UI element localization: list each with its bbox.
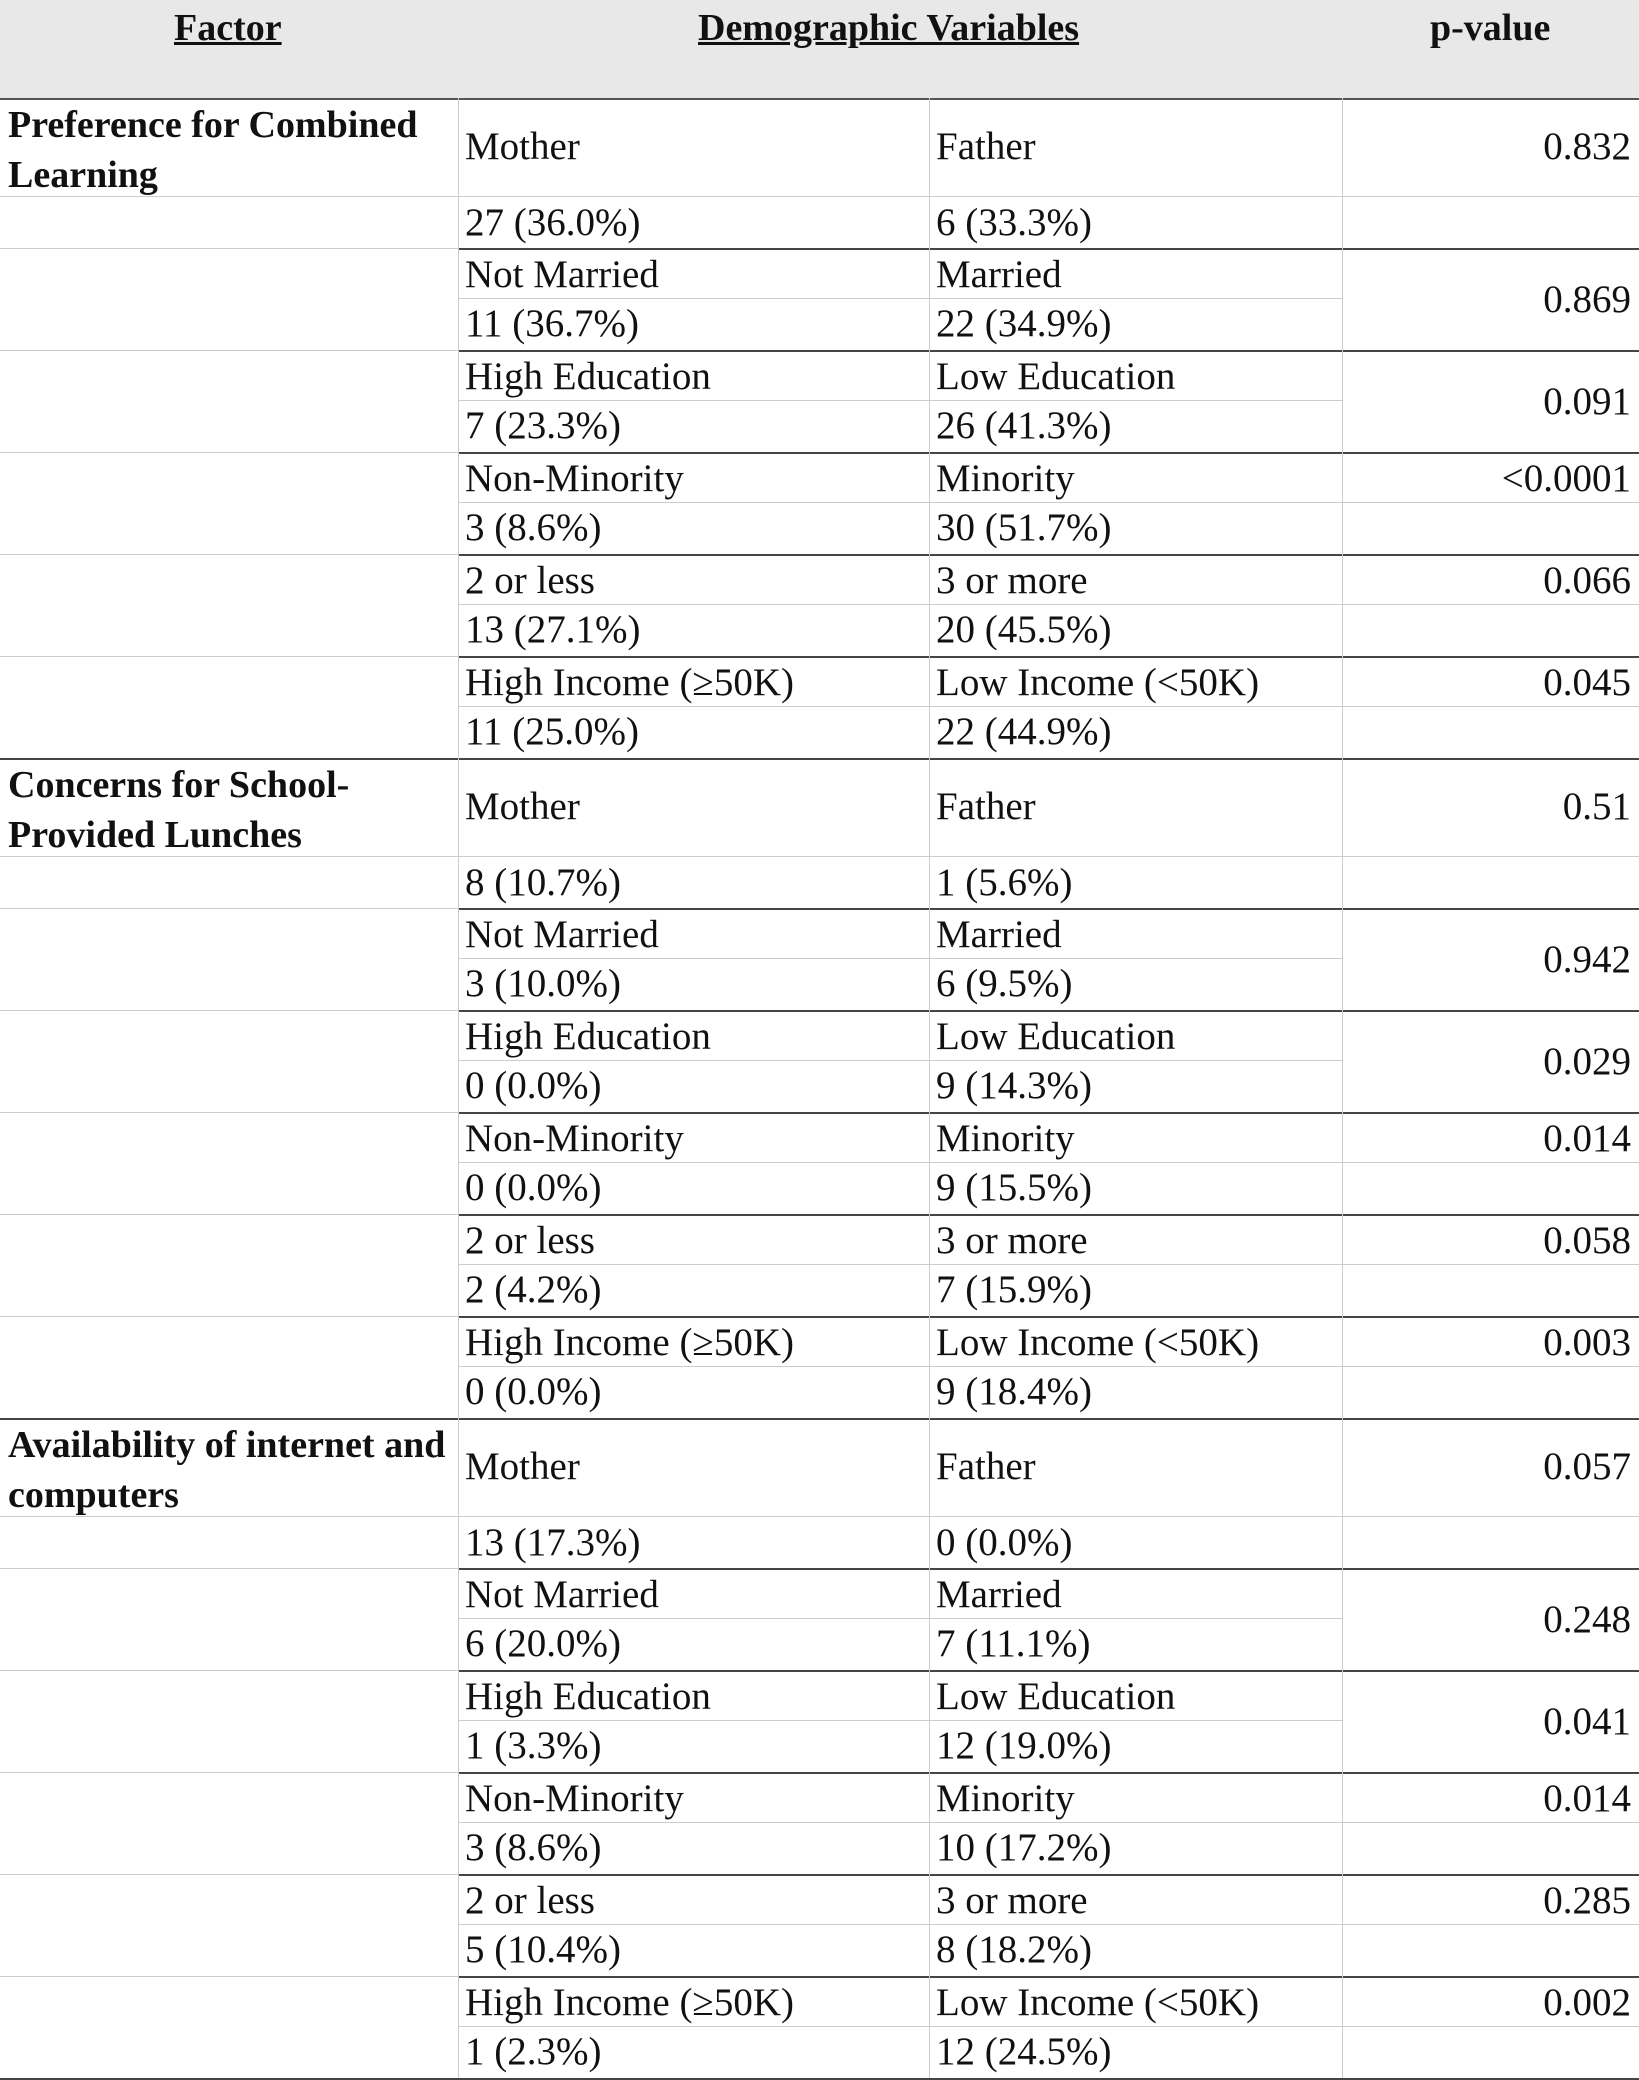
p-value: 0.832: [1543, 125, 1631, 168]
column-divider: [1342, 248, 1343, 350]
column-divider: [458, 1316, 459, 1418]
demographic-label-a: Non-Minority: [465, 1117, 684, 1160]
column-divider: [1342, 758, 1343, 908]
demographic-label-b: Low Income (<50K): [936, 1321, 1260, 1364]
column-divider: [929, 1010, 930, 1112]
p-value: 0.091: [1543, 380, 1631, 423]
column-divider: [458, 1568, 459, 1670]
column-divider: [458, 1010, 459, 1112]
row-divider: [0, 856, 458, 857]
table-header: [0, 0, 1639, 100]
demographic-value-a: 11 (36.7%): [465, 302, 640, 345]
row-divider: [0, 1010, 458, 1011]
row-divider: [1342, 1162, 1639, 1163]
row-divider: [458, 706, 1342, 707]
p-value: 0.057: [1543, 1445, 1631, 1488]
demographic-value-b: 22 (44.9%): [936, 710, 1112, 753]
demographic-label-a: Not Married: [465, 913, 659, 956]
row-divider: [458, 298, 1342, 299]
demographic-label-b: Minority: [936, 1117, 1075, 1160]
demographic-value-a: 0 (0.0%): [465, 1064, 602, 1107]
column-divider: [1342, 1976, 1343, 2078]
column-divider: [1342, 908, 1343, 1010]
column-divider: [1342, 452, 1343, 554]
demographic-value-b: 9 (15.5%): [936, 1166, 1092, 1209]
column-divider: [458, 1772, 459, 1874]
demographic-value-a: 5 (10.4%): [465, 1928, 621, 1971]
header-factor: Factor: [174, 7, 282, 49]
row-divider: [0, 908, 458, 909]
demographic-label-a: Mother: [465, 1445, 580, 1488]
row-divider: [1342, 1264, 1639, 1265]
row-divider: [1342, 1822, 1639, 1823]
demographic-value-b: 6 (33.3%): [936, 201, 1092, 244]
demographic-label-a: Non-Minority: [465, 1777, 684, 1820]
p-value: 0.045: [1543, 661, 1631, 704]
p-value: 0.029: [1543, 1040, 1631, 1083]
column-divider: [929, 554, 930, 656]
demographic-value-a: 8 (10.7%): [465, 861, 621, 904]
column-divider: [929, 758, 930, 908]
p-value: 0.058: [1543, 1219, 1631, 1262]
demographic-value-b: 7 (11.1%): [936, 1622, 1091, 1665]
demographic-value-b: 20 (45.5%): [936, 608, 1112, 651]
column-divider: [929, 1112, 930, 1214]
row-divider: [0, 1670, 458, 1671]
row-divider: [1342, 1366, 1639, 1367]
column-divider: [929, 1976, 930, 2078]
row-divider: [458, 1720, 1342, 1721]
demographic-label-a: High Education: [465, 1675, 711, 1718]
row-divider: [0, 1874, 458, 1875]
demographic-label-a: 2 or less: [465, 1879, 595, 1922]
column-divider: [458, 1214, 459, 1316]
column-divider: [929, 1214, 930, 1316]
demographic-value-b: 26 (41.3%): [936, 404, 1112, 447]
column-divider: [929, 1874, 930, 1976]
demographic-label-a: Non-Minority: [465, 457, 684, 500]
column-divider: [458, 1670, 459, 1772]
demographic-value-a: 1 (3.3%): [465, 1724, 602, 1767]
demographic-value-a: 3 (8.6%): [465, 506, 602, 549]
demographic-value-a: 6 (20.0%): [465, 1622, 621, 1665]
demographic-value-b: 1 (5.6%): [936, 861, 1073, 904]
demographic-label-a: Mother: [465, 785, 580, 828]
demographic-label-b: Father: [936, 1445, 1036, 1488]
column-divider: [929, 350, 930, 452]
demographic-value-a: 13 (27.1%): [465, 608, 641, 651]
demographic-label-a: 2 or less: [465, 559, 595, 602]
column-divider: [929, 1568, 930, 1670]
column-divider: [929, 1670, 930, 1772]
p-value: 0.066: [1543, 559, 1631, 602]
row-divider: [1342, 196, 1639, 197]
column-divider: [458, 1418, 459, 1568]
column-divider: [1342, 1010, 1343, 1112]
row-divider: [458, 856, 1342, 857]
demographic-value-a: 13 (17.3%): [465, 1521, 641, 1564]
column-divider: [458, 758, 459, 908]
row-divider: [0, 554, 458, 555]
p-value: 0.869: [1543, 278, 1631, 321]
demographic-label-b: 3 or more: [936, 1219, 1088, 1262]
column-divider: [1342, 350, 1343, 452]
column-divider: [458, 248, 459, 350]
p-value: 0.003: [1543, 1321, 1631, 1364]
demographic-label-b: Married: [936, 1573, 1062, 1616]
row-divider: [458, 1924, 1342, 1925]
p-value: <0.0001: [1501, 457, 1631, 500]
demographic-value-a: 1 (2.3%): [465, 2030, 602, 2073]
demographic-label-b: Father: [936, 785, 1036, 828]
demographic-value-b: 30 (51.7%): [936, 506, 1112, 549]
column-divider: [929, 98, 930, 248]
p-value: 0.014: [1543, 1777, 1631, 1820]
demographic-label-a: 2 or less: [465, 1219, 595, 1262]
row-divider: [0, 1112, 458, 1113]
column-divider: [929, 452, 930, 554]
demographic-label-a: High Education: [465, 355, 711, 398]
demographic-value-a: 11 (25.0%): [465, 710, 640, 753]
demographic-label-a: Mother: [465, 125, 580, 168]
column-divider: [458, 1874, 459, 1976]
demographic-value-a: 3 (8.6%): [465, 1826, 602, 1869]
column-divider: [458, 350, 459, 452]
row-divider: [0, 1316, 458, 1317]
row-divider: [0, 452, 458, 453]
row-divider: [1342, 2026, 1639, 2027]
row-divider: [458, 1264, 1342, 1265]
demographic-label-b: Married: [936, 253, 1062, 296]
row-divider: [0, 1516, 458, 1517]
row-divider: [458, 1162, 1342, 1163]
demographic-label-a: High Income (≥50K): [465, 661, 794, 704]
column-divider: [458, 98, 459, 248]
row-divider: [0, 1772, 458, 1773]
demographic-label-b: Low Education: [936, 1675, 1176, 1718]
demographic-value-a: 27 (36.0%): [465, 201, 641, 244]
demographic-value-a: 7 (23.3%): [465, 404, 621, 447]
column-divider: [929, 1316, 930, 1418]
row-divider: [0, 350, 458, 351]
column-divider: [1342, 1772, 1343, 1874]
row-divider: [0, 1976, 458, 1977]
column-divider: [1342, 1568, 1343, 1670]
column-divider: [929, 908, 930, 1010]
p-value: 0.002: [1543, 1981, 1631, 2024]
demographic-label-b: Low Income (<50K): [936, 661, 1260, 704]
column-divider: [1342, 1316, 1343, 1418]
column-divider: [1342, 1418, 1343, 1568]
row-divider: [458, 502, 1342, 503]
row-divider: [0, 1568, 458, 1569]
column-divider: [458, 1112, 459, 1214]
row-divider: [0, 1214, 458, 1215]
column-divider: [929, 656, 930, 758]
demographic-value-b: 10 (17.2%): [936, 1826, 1112, 1869]
column-divider: [458, 908, 459, 1010]
demographic-value-b: 0 (0.0%): [936, 1521, 1073, 1564]
demographic-label-b: 3 or more: [936, 559, 1088, 602]
demographic-value-a: 3 (10.0%): [465, 962, 621, 1005]
demographic-value-b: 7 (15.9%): [936, 1268, 1092, 1311]
column-divider: [1342, 1874, 1343, 1976]
column-divider: [1342, 98, 1343, 248]
demographic-label-a: High Income (≥50K): [465, 1981, 794, 2024]
row-divider: [458, 1516, 1342, 1517]
row-divider: [1342, 856, 1639, 857]
row-divider: [458, 604, 1342, 605]
column-divider: [1342, 656, 1343, 758]
column-divider: [458, 1976, 459, 2078]
p-value: 0.248: [1543, 1598, 1631, 1641]
row-divider: [0, 196, 458, 197]
demographic-value-b: 12 (19.0%): [936, 1724, 1112, 1767]
row-divider: [458, 196, 1342, 197]
demographic-label-a: Not Married: [465, 253, 659, 296]
demographic-value-b: 6 (9.5%): [936, 962, 1073, 1005]
demographic-value-b: 8 (18.2%): [936, 1928, 1092, 1971]
column-divider: [1342, 1214, 1343, 1316]
row-divider: [458, 400, 1342, 401]
demographic-value-b: 12 (24.5%): [936, 2030, 1112, 2073]
row-divider: [458, 2026, 1342, 2027]
demographic-label-a: Not Married: [465, 1573, 659, 1616]
demographic-label-a: High Education: [465, 1015, 711, 1058]
row-divider: [458, 1366, 1342, 1367]
demographic-label-b: Married: [936, 913, 1062, 956]
column-divider: [1342, 1670, 1343, 1772]
demographic-value-a: 0 (0.0%): [465, 1370, 602, 1413]
column-divider: [929, 1772, 930, 1874]
demographic-label-b: 3 or more: [936, 1879, 1088, 1922]
column-divider: [458, 554, 459, 656]
row-divider: [458, 1618, 1342, 1619]
p-value: 0.942: [1543, 938, 1631, 981]
row-divider: [0, 656, 458, 657]
demographic-label-b: Low Education: [936, 1015, 1176, 1058]
row-divider: [1342, 502, 1639, 503]
p-value: 0.285: [1543, 1879, 1631, 1922]
row-divider: [1342, 1924, 1639, 1925]
column-divider: [458, 656, 459, 758]
demographic-value-b: 9 (14.3%): [936, 1064, 1092, 1107]
demographic-value-b: 22 (34.9%): [936, 302, 1112, 345]
header-demographic-variables: Demographic Variables: [698, 7, 1080, 49]
row-divider: [1342, 1516, 1639, 1517]
factor-label: Concerns for School-Provided Lunches: [8, 764, 350, 856]
factor-label: Availability of internet and computers: [8, 1424, 446, 1516]
row-divider: [0, 248, 458, 249]
column-divider: [1342, 554, 1343, 656]
row-divider: [1342, 706, 1639, 707]
row-divider: [458, 958, 1342, 959]
demographic-value-a: 0 (0.0%): [465, 1166, 602, 1209]
factor-label: Preference for Combined Learning: [8, 104, 418, 196]
column-divider: [929, 248, 930, 350]
row-divider: [1342, 604, 1639, 605]
demographic-value-a: 2 (4.2%): [465, 1268, 602, 1311]
demographic-value-b: 9 (18.4%): [936, 1370, 1092, 1413]
demographic-label-b: Low Income (<50K): [936, 1981, 1260, 2024]
demographic-label-a: High Income (≥50K): [465, 1321, 794, 1364]
demographic-label-b: Low Education: [936, 355, 1176, 398]
column-divider: [929, 1418, 930, 1568]
column-divider: [1342, 1112, 1343, 1214]
p-value: 0.014: [1543, 1117, 1631, 1160]
p-value: 0.51: [1562, 785, 1631, 828]
row-divider: [458, 1060, 1342, 1061]
demographic-label-b: Minority: [936, 457, 1075, 500]
row-divider: [458, 1822, 1342, 1823]
p-value: 0.041: [1543, 1700, 1631, 1743]
column-divider: [458, 452, 459, 554]
demographic-label-b: Father: [936, 125, 1036, 168]
header-p-value: p-value: [1430, 7, 1551, 49]
demographic-label-b: Minority: [936, 1777, 1075, 1820]
